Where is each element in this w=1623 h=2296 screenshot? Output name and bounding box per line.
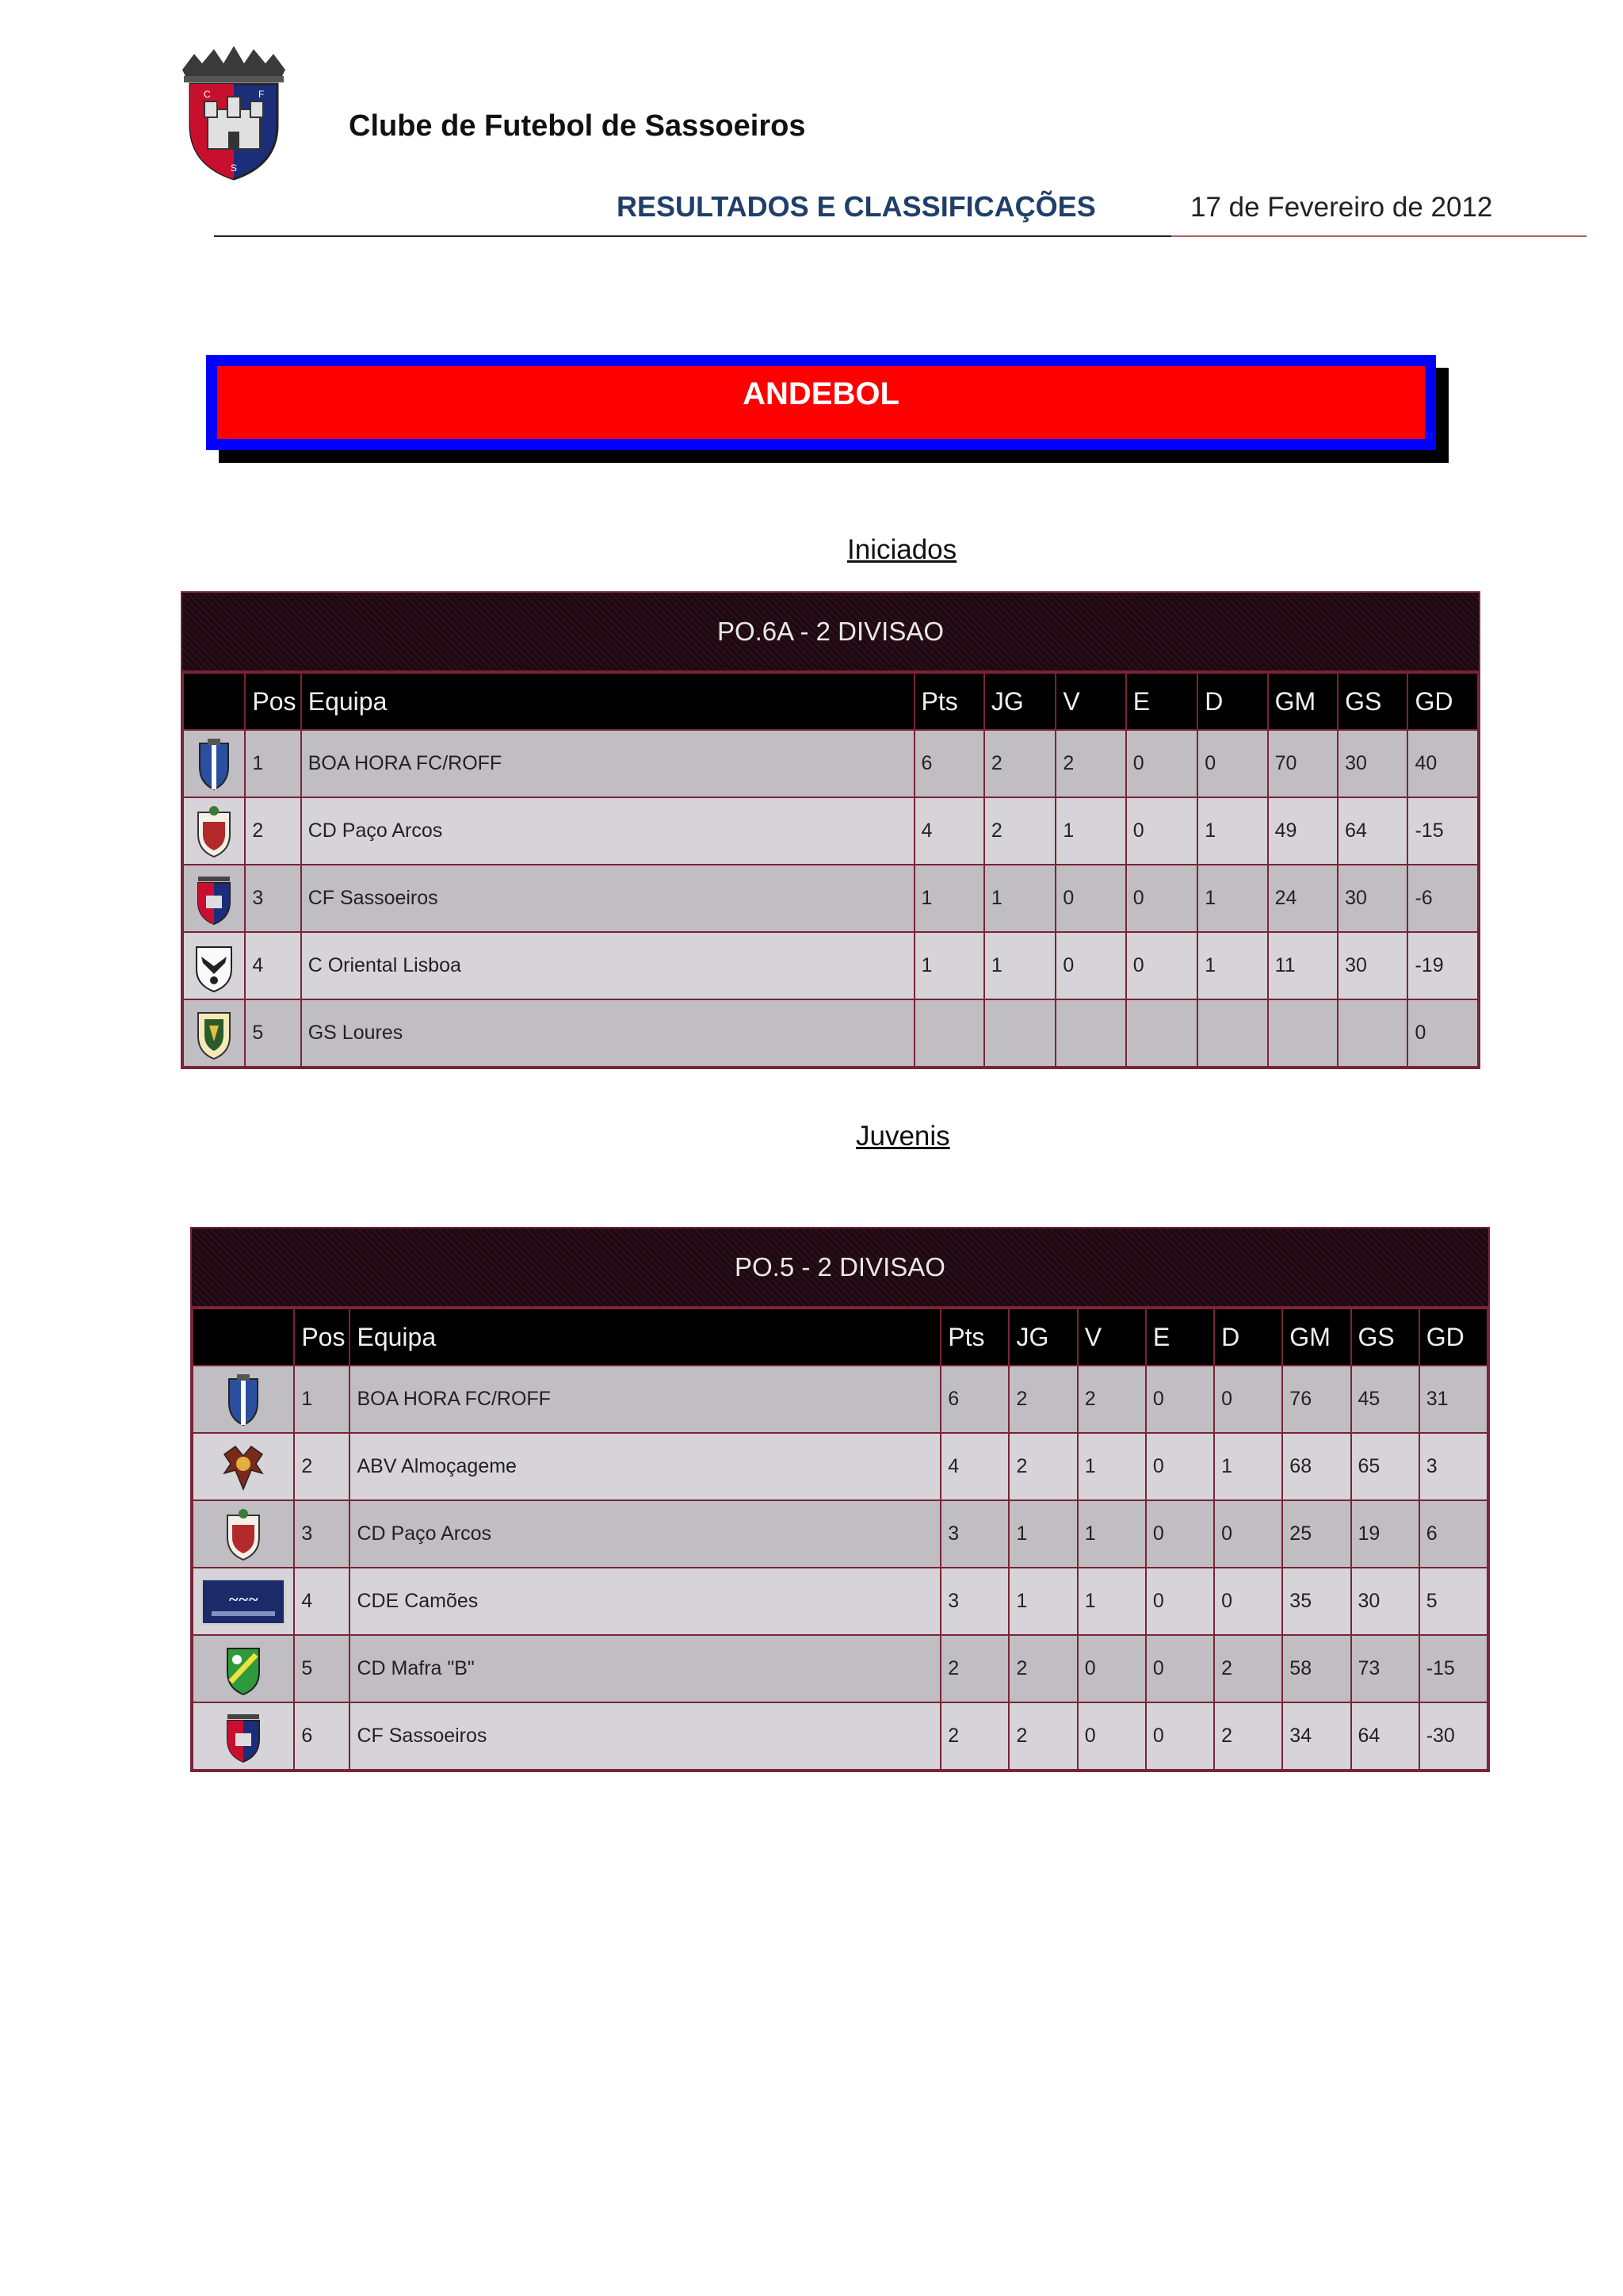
club-name: Clube de Futebol de Sassoeiros [349,109,806,143]
header-divider [214,235,1171,237]
svg-text:C: C [204,89,211,100]
cell-jg: 2 [984,797,1056,865]
column-header-gs: GS [1338,673,1407,730]
boa-hora-crest-icon [190,737,238,791]
column-header-gd: GD [1407,673,1478,730]
cell-e: 0 [1126,730,1197,797]
table-row [193,1702,1487,1770]
cell-v: 0 [1056,865,1125,932]
column-header-pts: Pts [941,1308,1009,1366]
table-caption: PO.5 - 2 DIVISAO [192,1228,1488,1308]
column-header-pos: Pos [294,1308,349,1366]
column-header-equipa: Equipa [301,673,915,730]
cell-v [1056,999,1125,1067]
cell-gm: 70 [1268,730,1338,797]
cell-gd: -30 [1419,1702,1487,1770]
cell-pts: 3 [941,1568,1009,1635]
cell-v: 1 [1056,797,1125,865]
column-header-e: E [1146,1308,1214,1366]
team-logo-cell [183,999,245,1067]
table-row [183,932,1478,999]
cell-e: 0 [1126,932,1197,999]
cell-e: 0 [1146,1568,1214,1635]
cell-gd: 40 [1407,730,1478,797]
cell-d: 0 [1197,730,1267,797]
cell-d: 1 [1214,1433,1282,1500]
cell-d: 0 [1214,1568,1282,1635]
cell-pts: 2 [941,1702,1009,1770]
table-row [183,865,1478,932]
cell-d: 2 [1214,1635,1282,1702]
cell-pts: 6 [915,730,984,797]
cell-e: 0 [1146,1500,1214,1568]
banner-label: ANDEBOL [743,376,899,411]
table-row [193,1635,1487,1702]
cell-v: 1 [1078,1433,1146,1500]
cell-gd: 5 [1419,1568,1487,1635]
cell-equipa: CDE Camões [349,1568,941,1635]
sassoeiros-crest-icon [190,872,238,926]
juvenis-label: Juvenis [856,1121,950,1152]
paco-arcos-crest-icon [190,804,238,858]
document-title: RESULTADOS E CLASSIFICAÇÕES [617,190,1096,223]
cell-gm: 68 [1282,1433,1350,1500]
cell-e: 0 [1146,1702,1214,1770]
cell-gm: 25 [1282,1500,1350,1568]
cell-e: 0 [1146,1635,1214,1702]
cell-pts: 6 [941,1366,1009,1433]
cell-pos: 5 [294,1635,349,1702]
loures-crest-icon [190,1007,238,1060]
cell-pts: 1 [915,865,984,932]
svg-text:S: S [231,162,238,174]
cell-e [1126,999,1197,1067]
cell-d: 2 [1214,1702,1282,1770]
cell-jg: 2 [984,730,1056,797]
cell-equipa: BOA HORA FC/ROFF [349,1366,941,1433]
cell-gd: 3 [1419,1433,1487,1500]
cell-gs: 64 [1351,1702,1419,1770]
cell-equipa: GS Loures [301,999,915,1067]
cell-jg: 1 [984,932,1056,999]
cell-gs: 30 [1338,932,1407,999]
cell-gd: 31 [1419,1366,1487,1433]
cell-gs: 73 [1351,1635,1419,1702]
svg-text:~~~: ~~~ [228,1588,258,1609]
svg-text:F: F [258,89,265,100]
boa-hora-crest-icon [220,1373,267,1427]
team-logo-cell [183,730,245,797]
cell-equipa: BOA HORA FC/ROFF [301,730,915,797]
cell-d: 0 [1214,1366,1282,1433]
iniciados-standings-table [181,591,1480,1069]
cell-gd: 0 [1407,999,1478,1067]
club-crest-icon [174,46,293,181]
mafra-crest-icon [220,1642,267,1696]
column-header-equipa: Equipa [349,1308,941,1366]
oriental-crest-icon [190,939,238,993]
section-banner-fill [217,366,1425,439]
cell-e: 0 [1126,797,1197,865]
cell-pos: 6 [294,1702,349,1770]
team-logo-cell [193,1500,294,1568]
table-row [193,1366,1487,1433]
column-header-v: V [1056,673,1125,730]
cell-jg: 2 [1009,1366,1077,1433]
cell-v: 0 [1056,932,1125,999]
cell-v: 0 [1078,1702,1146,1770]
juvenis-standings-table [190,1227,1490,1772]
cell-equipa: CF Sassoeiros [349,1702,941,1770]
cell-d: 1 [1197,797,1267,865]
document-date: 17 de Fevereiro de 2012 [1190,192,1493,223]
cell-pos: 2 [245,797,300,865]
almocageme-crest-icon [220,1440,267,1494]
table-row [183,999,1478,1067]
column-header-v: V [1078,1308,1146,1366]
column-header-gm: GM [1282,1308,1350,1366]
cell-gs: 45 [1351,1366,1419,1433]
column-header-d: D [1214,1308,1282,1366]
cell-pts [915,999,984,1067]
cell-jg: 1 [984,865,1056,932]
cell-pts: 2 [941,1635,1009,1702]
cell-gm: 49 [1268,797,1338,865]
cell-equipa: ABV Almoçageme [349,1433,941,1500]
column-header-pts: Pts [915,673,984,730]
team-logo-cell [183,865,245,932]
team-logo-cell [193,1433,294,1500]
cell-jg: 2 [1009,1635,1077,1702]
column-header-gs: GS [1351,1308,1419,1366]
cell-pts: 3 [941,1500,1009,1568]
cell-gs: 30 [1338,865,1407,932]
cell-gs: 30 [1338,730,1407,797]
sassoeiros-crest-icon [220,1710,267,1763]
cell-gs [1338,999,1407,1067]
camoes-logo-icon [200,1575,286,1629]
cell-d: 1 [1197,932,1267,999]
logo-column-header [193,1308,294,1366]
column-header-gd: GD [1419,1308,1487,1366]
cell-pos: 2 [294,1433,349,1500]
cell-gs: 65 [1351,1433,1419,1500]
team-logo-cell [193,1635,294,1702]
paco-arcos-crest-icon [220,1507,267,1561]
cell-pos: 3 [294,1500,349,1568]
cell-gm: 11 [1268,932,1338,999]
cell-pos: 5 [245,999,300,1067]
table-caption: PO.6A - 2 DIVISAO [182,593,1479,672]
column-header-pos: Pos [245,673,300,730]
cell-jg: 2 [1009,1433,1077,1500]
team-logo-cell [193,1702,294,1770]
cell-v: 2 [1056,730,1125,797]
cell-equipa: CF Sassoeiros [301,865,915,932]
cell-gs: 30 [1351,1568,1419,1635]
table-row [193,1433,1487,1500]
column-header-d: D [1197,673,1267,730]
cell-gm: 24 [1268,865,1338,932]
column-header-e: E [1126,673,1197,730]
cell-v: 0 [1078,1635,1146,1702]
cell-pts: 4 [941,1433,1009,1500]
cell-gm: 35 [1282,1568,1350,1635]
team-logo-cell [183,797,245,865]
cell-gd: 6 [1419,1500,1487,1568]
cell-gs: 64 [1338,797,1407,865]
cell-equipa: CD Paço Arcos [349,1500,941,1568]
cell-gd: -15 [1419,1635,1487,1702]
cell-pos: 3 [245,865,300,932]
table-row [193,1568,1487,1635]
table-row [183,797,1478,865]
cell-equipa: CD Mafra "B" [349,1635,941,1702]
cell-d: 0 [1214,1500,1282,1568]
cell-d [1197,999,1267,1067]
cell-pts: 4 [915,797,984,865]
cell-e: 0 [1146,1433,1214,1500]
cell-gd: -19 [1407,932,1478,999]
cell-pos: 1 [294,1366,349,1433]
table-row [183,730,1478,797]
cell-v: 2 [1078,1366,1146,1433]
column-header-jg: JG [984,673,1056,730]
cell-gm: 34 [1282,1702,1350,1770]
column-header-jg: JG [1009,1308,1077,1366]
cell-d: 1 [1197,865,1267,932]
team-logo-cell [193,1366,294,1433]
cell-jg: 1 [1009,1500,1077,1568]
cell-jg [984,999,1056,1067]
cell-gm: 58 [1282,1635,1350,1702]
team-logo-cell [183,932,245,999]
cell-e: 0 [1126,865,1197,932]
cell-equipa: C Oriental Lisboa [301,932,915,999]
cell-e: 0 [1146,1366,1214,1433]
cell-jg: 2 [1009,1702,1077,1770]
cell-v: 1 [1078,1500,1146,1568]
cell-v: 1 [1078,1568,1146,1635]
cell-pts: 1 [915,932,984,999]
cell-gm [1268,999,1338,1067]
cell-equipa: CD Paço Arcos [301,797,915,865]
logo-column-header [183,673,245,730]
iniciados-label: Iniciados [847,534,957,565]
cell-pos: 4 [294,1568,349,1635]
cell-gd: -6 [1407,865,1478,932]
cell-jg: 1 [1009,1568,1077,1635]
cell-gm: 76 [1282,1366,1350,1433]
cell-pos: 4 [245,932,300,999]
column-header-gm: GM [1268,673,1338,730]
cell-gs: 19 [1351,1500,1419,1568]
team-logo-cell [193,1568,294,1635]
cell-gd: -15 [1407,797,1478,865]
header-divider-accent [1171,235,1587,237]
table-row [193,1500,1487,1568]
cell-pos: 1 [245,730,300,797]
